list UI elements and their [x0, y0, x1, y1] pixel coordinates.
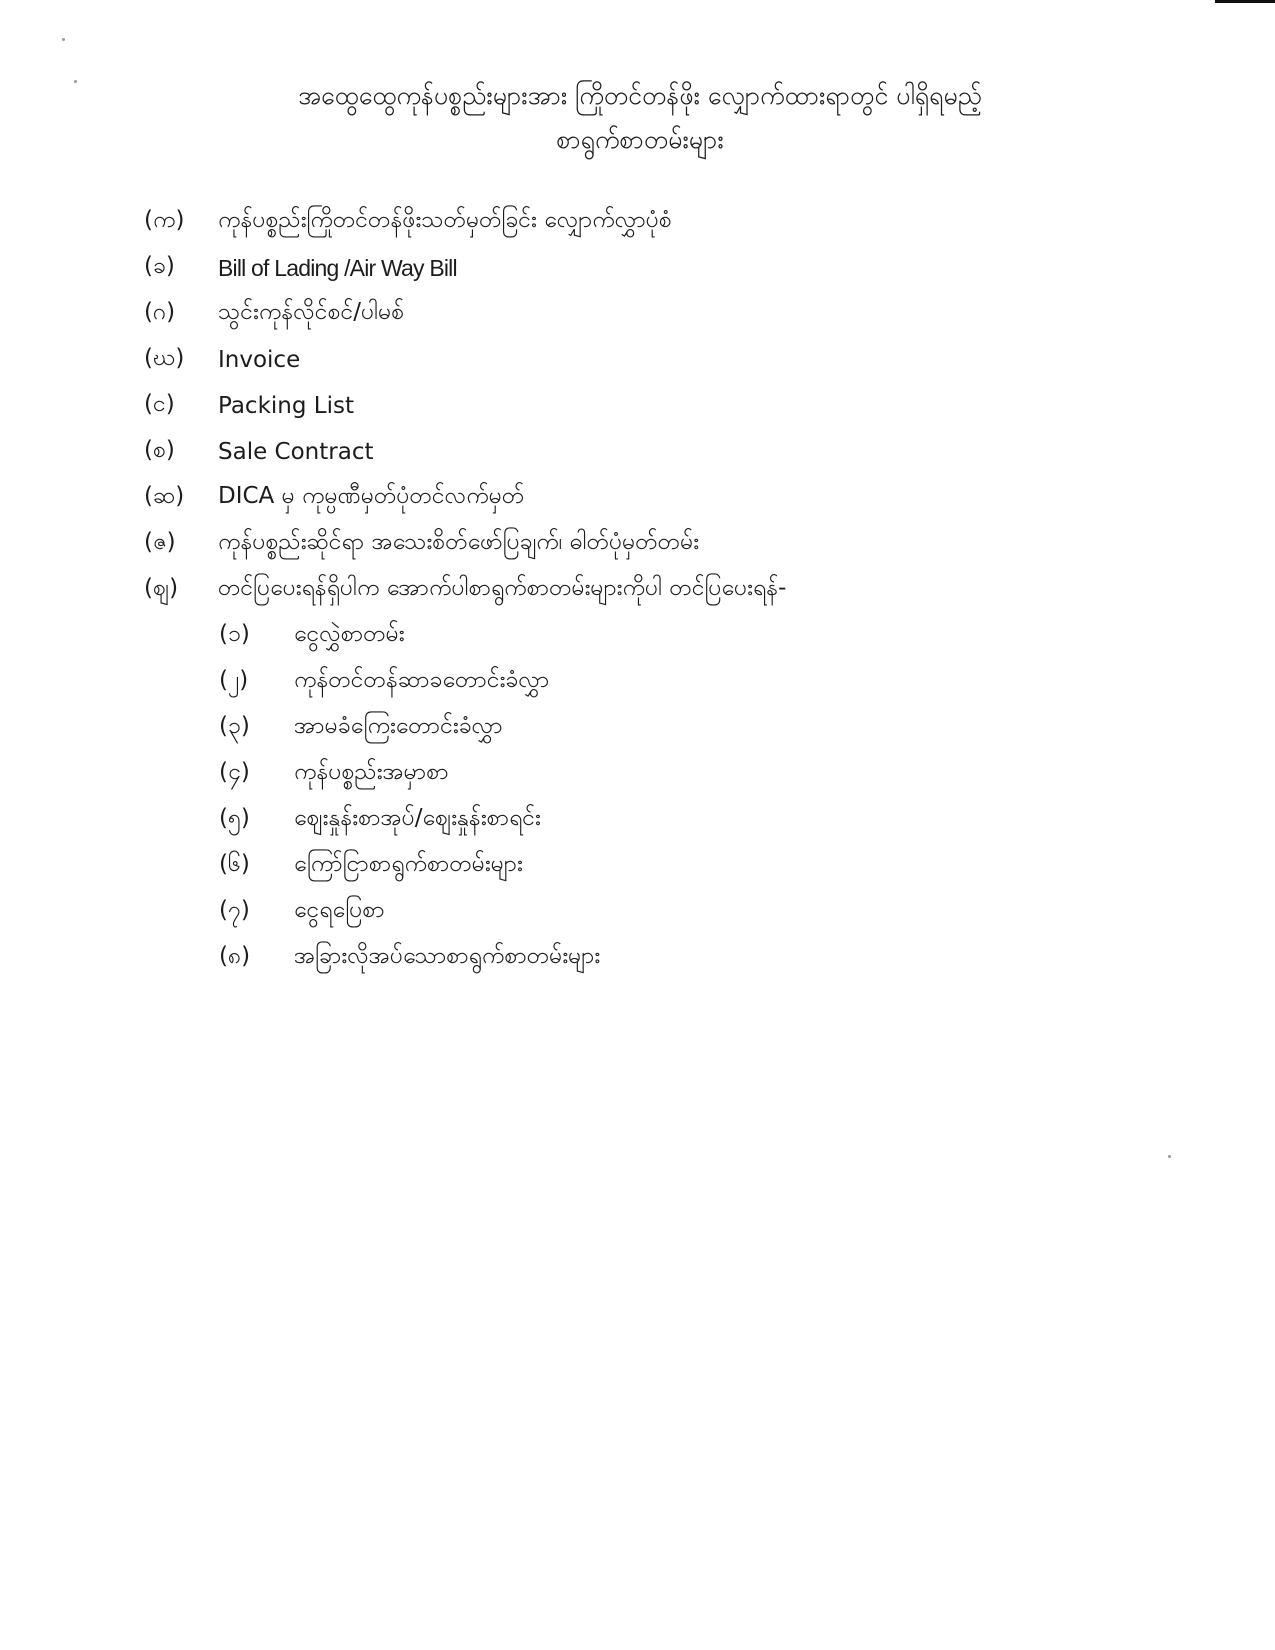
item-number: (ဂ) [144, 299, 176, 325]
item-text: Sale Contract [218, 439, 374, 465]
subitem-text: ငွေလွှဲစာတမ်း [294, 621, 405, 647]
item-number: (က) [144, 207, 185, 233]
title-line-2: စာရွက်စာတမ်းများ [556, 125, 724, 154]
subitem-number: (၂) [219, 667, 249, 693]
item-text: DICA မှ ကုမ္ပဏီမှတ်ပုံတင်လက်မှတ် [218, 483, 525, 509]
list-item [144, 432, 374, 472]
item-text: သွင်းကုန်လိုင်စင်/ပါမစ် [218, 299, 405, 325]
item-number: (စ) [144, 437, 175, 463]
item-number: (ဆ) [144, 483, 185, 509]
list-item [144, 524, 699, 564]
subitem-text: ကြော်ငြာစာရွက်စာတမ်းများ [294, 851, 523, 877]
sub-list-item [219, 846, 523, 886]
sub-list-item [219, 708, 503, 748]
list-item [144, 248, 457, 288]
sub-list-item [219, 754, 449, 794]
list-item [144, 340, 300, 380]
item-number: (င) [144, 391, 175, 417]
item-text: Bill of Lading /Air Way Bill [218, 254, 457, 281]
item-text: Invoice [218, 347, 301, 373]
item-text: ကုန်ပစ္စည်းဆိုင်ရာ အသေးစိတ်ဖော်ပြချက်၊ ဓါတ်ပုံမှတ်တမ်း [218, 529, 700, 555]
list-item [144, 386, 354, 426]
item-number: (ခ) [144, 253, 175, 279]
subitem-number: (၁) [219, 621, 250, 647]
subitem-number: (၅) [219, 805, 250, 831]
subitem-text: ကုန်ပစ္စည်းအမှာစာ [294, 759, 449, 785]
subitem-number: (၇) [219, 897, 250, 923]
item-text: Packing List [218, 393, 354, 419]
item-text: ကုန်ပစ္စည်းကြိုတင်တန်ဖိုးသတ်မှတ်ခြင်း လျှောက်လွှာပုံစံ [218, 207, 672, 233]
subitem-text: ငွေရပြေစာ [294, 897, 385, 923]
subitem-number: (၆) [219, 851, 250, 877]
item-number: (ဈ) [144, 575, 179, 601]
sub-list-item [219, 616, 405, 656]
subitem-number: (၄) [219, 759, 250, 785]
sub-list-item [219, 892, 385, 932]
subitem-text: ကုန်တင်တန်ဆာခတောင်းခံလွှာ [294, 667, 550, 693]
list-item [144, 202, 672, 242]
list-item [144, 294, 404, 334]
item-number: (ဃ) [144, 345, 185, 371]
subitem-text: ဈေးနှုန်းစာအုပ်/ဈေးနှုန်းစာရင်း [294, 805, 541, 831]
item-number: (ဇ) [144, 529, 176, 555]
title-line-1: အထွေထွေကုန်ပစ္စည်းများအား ကြိုတင်တန်ဖိုး လျှောက်ထားရာတွင် ပါရှိရမည့် [298, 81, 982, 110]
list-item [144, 570, 786, 610]
sub-list-item [219, 800, 541, 840]
subitem-text: အခြားလိုအပ်သောစာရွက်စာတမ်းများ [294, 943, 601, 969]
subitem-text: အာမခံကြေးတောင်းခံလွှာ [294, 713, 503, 739]
list-item [144, 478, 524, 518]
sub-list-item [219, 938, 600, 978]
subitem-number: (၈) [219, 943, 251, 969]
subitem-number: (၃) [219, 713, 250, 739]
item-text: တင်ပြပေးရန်ရှိပါက အောက်ပါစာရွက်စာတမ်းများကိုပါ တင်ပြပေးရန်- [218, 575, 787, 601]
sub-list-item [219, 662, 549, 702]
